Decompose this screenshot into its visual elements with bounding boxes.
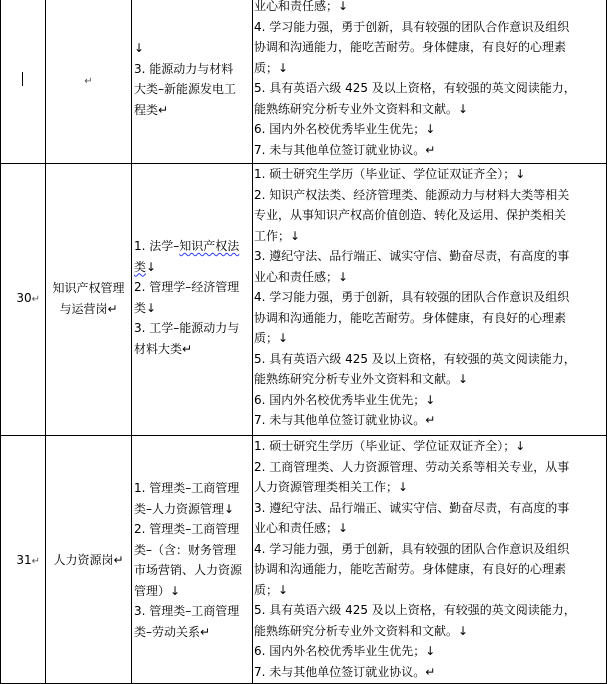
requirement-line: 人力资源管理类相关工作；↓ [254, 480, 409, 494]
major-line: 管理）↓ [134, 583, 181, 598]
requirement-line: 7. 未与其他单位签订就业协议。↵ [254, 142, 436, 157]
row-index [0, 288, 40, 311]
requirement-line: 质；↓ [254, 582, 289, 597]
major-line: 程类↵ [134, 102, 169, 117]
requirement-line: 工作；↓ [254, 228, 301, 243]
major-line: 类↓ [134, 300, 157, 315]
major-text: 1. 法学– [134, 239, 180, 253]
major-line: 大类–新能源发电工 [134, 82, 237, 96]
major-line [134, 236, 239, 257]
requirement-line: 业心和责任感；↓ [254, 269, 349, 284]
position-name-line: 知识产权管理 [52, 281, 125, 295]
requirement-line: 业心和责任感；↓ [254, 521, 349, 535]
requirement-line: 协调和沟通能力，能吃苦耐劳。身体健康，有良好的心理素 [254, 562, 567, 576]
requirement-line: 4. 学习能力强，勇于创新，具有较强的团队合作意识及组织 [254, 19, 570, 34]
requirement-line: 3. 遵纪守法、品行端正、诚实守信、勤奋尽责，有高度的事 [254, 500, 570, 515]
major-line: 3. 管理类–工商管理 [134, 604, 240, 618]
paragraph-mark: ↵ [84, 76, 93, 87]
major-line: 类–人力资源管理↓ [134, 501, 235, 516]
requirement-line: 3. 遵纪守法、品行端正、诚实守信、勤奋尽责，有高度的事 [254, 249, 570, 263]
requirement-line: 5. 具有英语六级 425 及以上资格，有较强的英文阅读能力， [254, 351, 576, 366]
paragraph-mark: ↵ [31, 556, 40, 567]
major-line: 3. 能源动力与材料 [134, 61, 234, 76]
row-index [0, 550, 40, 573]
major-line: 类–劳动关系↵ [134, 624, 211, 639]
position-cell [46, 550, 131, 571]
position-cell [46, 278, 131, 319]
requirements-cell [254, 0, 576, 160]
major-line: 材料大类↵ [134, 341, 193, 356]
requirement-line: 2. 知识产权法类、经济管理类、能源动力与材料大类等相关 [254, 187, 570, 202]
requirement-line: 2. 工商管理类、人力资源管理、劳动关系等相关专业，从事 [254, 459, 570, 474]
row-index-number: 30 [16, 291, 32, 305]
requirement-line: 能熟练研究分析专业外文资料和文献。↓ [254, 623, 469, 638]
majors-cell [134, 478, 242, 642]
requirement-line: 专业，从事知识产权高价值创造、转化及运用、保护类相关 [254, 208, 567, 222]
spellcheck-squiggle: 类 [134, 259, 147, 274]
requirement-line: 1. 硕士研究生学历（毕业证、学位证双证齐全）；↓ [254, 439, 526, 453]
requirement-line: 协调和沟通能力，能吃苦耐劳。身体健康，有良好的心理素 [254, 40, 567, 54]
major-line: 类–（含：财务管理 [134, 542, 237, 557]
major-line: 市场营销、人力资源 [134, 563, 243, 577]
requirement-line: 6. 国内外名校优秀毕业生优先；↓ [254, 122, 436, 136]
row-index-number: 31 [16, 553, 32, 567]
requirement-line: 7. 未与其他单位签订就业协议。↵ [254, 413, 436, 427]
requirement-line: 质；↓ [254, 60, 289, 75]
major-line: 2. 管理学–经济管理 [134, 280, 240, 294]
major-line: ↓ [134, 41, 145, 55]
requirement-line: 6. 国内外名校优秀毕业生优先；↓ [254, 392, 436, 407]
requirement-line: 5. 具有英语六级 425 及以上资格，有较强的英文阅读能力， [254, 81, 576, 95]
major-line: 3. 工学–能源动力与 [134, 321, 240, 335]
requirement-line: 5. 具有英语六级 425 及以上资格，有较强的英文阅读能力， [254, 603, 576, 617]
requirement-line: 4. 学习能力强，勇于创新，具有较强的团队合作意识及组织 [254, 290, 570, 304]
requirements-cell [254, 436, 576, 682]
requirements-cell [254, 164, 576, 431]
table-row [0, 0, 607, 163]
major-line [134, 257, 239, 278]
paragraph-mark: ↵ [31, 294, 40, 305]
requirement-line: 6. 国内外名校优秀毕业生优先；↓ [254, 644, 436, 658]
table-row [0, 164, 607, 435]
spellcheck-squiggle: 知识产权法 [179, 239, 240, 253]
table-row [0, 436, 607, 683]
position-name-line: 与运营岗↵ [59, 301, 118, 316]
requirement-line: 业心和责任感；↓ [254, 0, 349, 13]
requirement-line: 协调和沟通能力，能吃苦耐劳。身体健康，有良好的心理素 [254, 310, 567, 325]
requirement-line: 1. 硕士研究生学历（毕业证、学位证双证齐全）；↓ [254, 167, 526, 181]
majors-cell [134, 38, 236, 120]
major-text: ↓ [146, 259, 157, 274]
majors-cell [134, 236, 239, 359]
position-cell [46, 70, 131, 93]
requirement-line: 7. 未与其他单位签订就业协议。↵ [254, 664, 436, 679]
major-line: 2. 管理类–工商管理 [134, 522, 240, 536]
requirement-line: 能熟练研究分析专业外文资料和文献。↓ [254, 101, 469, 116]
position-name-line: 人力资源岗↵ [53, 553, 124, 567]
major-line: 1. 管理类–工商管理 [134, 481, 240, 495]
requirement-line: 质；↓ [254, 331, 289, 345]
requirement-line: 4. 学习能力强，勇于创新，具有较强的团队合作意识及组织 [254, 541, 570, 556]
requirement-line: 能熟练研究分析专业外文资料和文献。↓ [254, 372, 469, 386]
